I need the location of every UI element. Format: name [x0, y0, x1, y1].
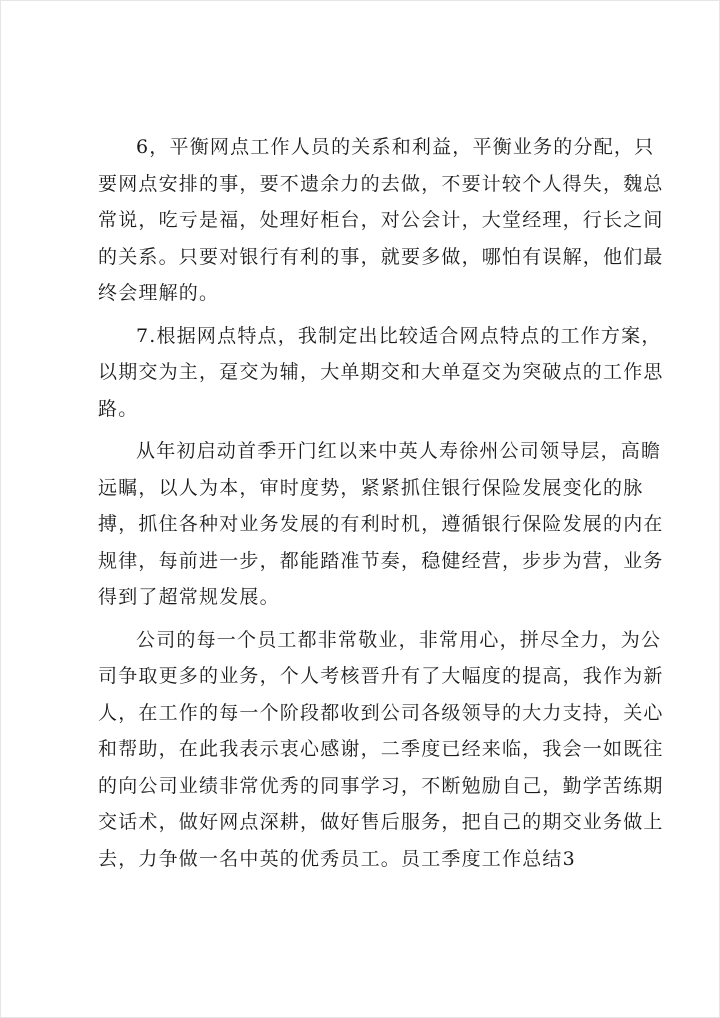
- text-line: 远瞩，以人为本，审时度势，紧紧抓住银行保险发展变化的脉: [98, 476, 644, 499]
- paragraph-7: [98, 318, 664, 428]
- text-line: 6，平衡网点工作人员的关系和利益，平衡业务的分配，只: [136, 136, 655, 158]
- text-line: 规律，每前进一步，都能踏准节奏，稳健经营，步步为营，业务: [98, 549, 664, 572]
- text-line: 的向公司业绩非常优秀的同事学习，不断勉励自己，勤学苦练期: [98, 774, 664, 797]
- text-line: 7.根据网点特点，我制定出比较适合网点特点的工作方案，: [136, 324, 662, 347]
- paragraph-6: [98, 129, 664, 312]
- document-body: [98, 129, 664, 883]
- text-line: 人，在工作的每一个阶段都收到公司各级领导的大力支持，关心: [98, 701, 664, 724]
- text-line: 从年初启动首季开门红以来中英人寿徐州公司领导层，高瞻: [136, 440, 662, 462]
- text-line: 去，力争做一名中英的优秀员工。员工季度工作总结3: [98, 847, 576, 870]
- text-line: 交话术，做好网点深耕，做好售后服务，把自己的期交业务做上: [98, 811, 664, 833]
- text-line: 路。: [98, 397, 139, 420]
- text-line: 常说，吃亏是福，处理好柜台，对公会计，大堂经理，行长之间: [98, 209, 664, 231]
- paragraph-employees: [98, 622, 664, 878]
- text-line: 的关系。只要对银行有利的事，就要多做，哪怕有误解，他们最: [98, 245, 664, 268]
- text-line: 和帮助，在此我表示衷心感谢，二季度已经来临，我会一如既往: [98, 738, 664, 760]
- text-line: 终会理解的。: [98, 282, 220, 304]
- text-line: 得到了超常规发展。: [98, 586, 280, 608]
- paragraph-company-leadership: [98, 433, 664, 616]
- text-line: 司争取更多的业务，个人考核晋升有了大幅度的提高，我作为新: [98, 665, 664, 687]
- text-line: 公司的每一个员工都非常敬业，非常用心，拼尽全力，为公: [136, 628, 662, 651]
- text-line: 以期交为主，趸交为辅，大单期交和大单趸交为突破点的工作思: [98, 361, 664, 383]
- text-line: 要网点安排的事，要不遗余力的去做，不要计较个人得失，魏总: [98, 172, 664, 195]
- text-line: 搏，抓住各种对业务发展的有利时机，遵循银行保险发展的内在: [98, 513, 664, 535]
